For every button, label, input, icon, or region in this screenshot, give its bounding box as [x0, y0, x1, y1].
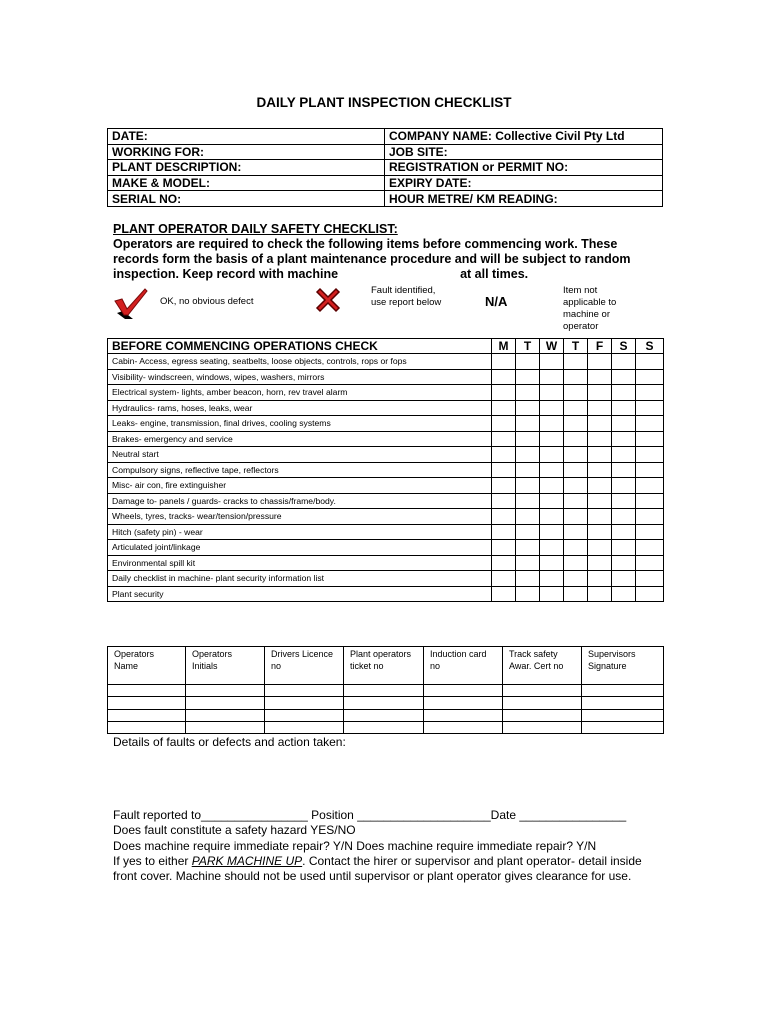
day-check-cell[interactable]	[516, 555, 540, 571]
day-check-cell[interactable]	[612, 509, 636, 525]
operator-cell[interactable]	[108, 697, 186, 709]
check-row	[108, 571, 664, 587]
day-check-cell[interactable]	[588, 431, 612, 447]
operator-cell[interactable]	[344, 721, 424, 733]
operator-cell[interactable]	[265, 709, 344, 721]
day-check-cell[interactable]	[540, 524, 564, 540]
day-check-cell[interactable]	[540, 555, 564, 571]
day-check-cell[interactable]	[540, 586, 564, 602]
info-row	[108, 191, 663, 207]
day-check-cell[interactable]	[516, 509, 540, 525]
check-item-label: Hitch (safety pin) - wear	[108, 524, 492, 540]
day-header: M	[492, 339, 516, 354]
check-row	[108, 354, 664, 370]
check-row	[108, 400, 664, 416]
day-check-cell[interactable]	[540, 369, 564, 385]
operator-row	[108, 709, 664, 721]
day-check-cell[interactable]	[588, 462, 612, 478]
day-check-cell[interactable]	[588, 478, 612, 494]
operators-column-header: Drivers Licence no	[265, 647, 344, 685]
check-row	[108, 462, 664, 478]
day-check-cell[interactable]	[612, 354, 636, 370]
fault-details-label: Details of faults or defects and action taken:	[113, 735, 346, 749]
operator-cell[interactable]	[186, 685, 265, 697]
check-row	[108, 586, 664, 602]
day-check-cell[interactable]	[564, 416, 588, 432]
operator-cell[interactable]	[186, 721, 265, 733]
day-check-cell[interactable]	[516, 493, 540, 509]
day-check-cell[interactable]	[636, 540, 664, 556]
operator-cell[interactable]	[344, 697, 424, 709]
check-item-label: Neutral start	[108, 447, 492, 463]
day-check-cell[interactable]	[492, 586, 516, 602]
day-check-cell[interactable]	[492, 493, 516, 509]
info-field-left[interactable]: PLANT DESCRIPTION:	[108, 160, 385, 176]
day-check-cell[interactable]	[540, 462, 564, 478]
check-item-label: Environmental spill kit	[108, 555, 492, 571]
check-row	[108, 385, 664, 401]
day-check-cell[interactable]	[564, 447, 588, 463]
day-header: S	[612, 339, 636, 354]
fault-report-section	[113, 808, 658, 884]
info-field-right[interactable]: COMPANY NAME: Collective Civil Pty Ltd	[385, 129, 663, 145]
day-check-cell[interactable]	[516, 416, 540, 432]
check-item-label: Compulsory signs, reflective tape, reflectors	[108, 462, 492, 478]
check-row	[108, 524, 664, 540]
operators-column-header: Track safety Awar. Cert no	[503, 647, 582, 685]
info-field-right[interactable]: REGISTRATION or PERMIT NO:	[385, 160, 663, 176]
day-check-cell[interactable]	[612, 431, 636, 447]
fault-reported-line: Fault reported to________________ Position ____________________Date ________________	[113, 808, 627, 822]
day-check-cell[interactable]	[564, 478, 588, 494]
day-check-cell[interactable]	[564, 400, 588, 416]
operator-cell[interactable]	[424, 721, 503, 733]
day-check-cell[interactable]	[588, 354, 612, 370]
day-check-cell[interactable]	[540, 431, 564, 447]
day-check-cell[interactable]	[492, 571, 516, 587]
day-check-cell[interactable]	[516, 524, 540, 540]
day-check-cell[interactable]	[540, 540, 564, 556]
operators-column-header: Operators Initials	[186, 647, 265, 685]
day-header: F	[588, 339, 612, 354]
operator-cell[interactable]	[265, 697, 344, 709]
day-check-cell[interactable]	[636, 416, 664, 432]
operator-cell[interactable]	[108, 709, 186, 721]
info-field-right[interactable]: HOUR METRE/ KM READING:	[385, 191, 663, 207]
operator-cell[interactable]	[344, 685, 424, 697]
operators-column-header: Supervisors Signature	[582, 647, 664, 685]
check-item-label: Cabin- Access, egress seating, seatbelts, loose objects, controls, rops or fops	[108, 354, 492, 370]
operator-cell[interactable]	[582, 685, 664, 697]
day-check-cell[interactable]	[612, 586, 636, 602]
legend-ok-text: OK, no obvious defect	[160, 296, 254, 307]
operator-cell[interactable]	[265, 685, 344, 697]
plant-info-table	[107, 128, 663, 207]
park-instructions: If yes to either PARK MACHINE UP. Contact the hirer or supervisor and plant operator- detail inside front cover. Machine should not be used until supervisor or plant operator gives clearance for use.	[113, 853, 642, 884]
day-check-cell[interactable]	[612, 540, 636, 556]
day-check-cell[interactable]	[636, 400, 664, 416]
day-check-cell[interactable]	[492, 354, 516, 370]
day-check-cell[interactable]	[540, 385, 564, 401]
repair-question: Does machine require immediate repair? Y/N Does machine require immediate repair? Y/N	[113, 838, 597, 853]
operator-cell[interactable]	[344, 709, 424, 721]
day-check-cell[interactable]	[564, 540, 588, 556]
day-check-cell[interactable]	[540, 400, 564, 416]
day-check-cell[interactable]	[588, 493, 612, 509]
day-check-cell[interactable]	[492, 369, 516, 385]
day-check-cell[interactable]	[636, 478, 664, 494]
day-check-cell[interactable]	[588, 416, 612, 432]
info-row	[108, 129, 663, 145]
day-check-cell[interactable]	[492, 509, 516, 525]
day-header: T	[516, 339, 540, 354]
day-check-cell[interactable]	[636, 509, 664, 525]
day-check-cell[interactable]	[588, 571, 612, 587]
day-check-cell[interactable]	[564, 493, 588, 509]
day-check-cell[interactable]	[516, 369, 540, 385]
check-item-label: Electrical system- lights, amber beacon, horn, rev travel alarm	[108, 385, 492, 401]
day-check-cell[interactable]	[588, 509, 612, 525]
day-check-cell[interactable]	[540, 571, 564, 587]
day-check-cell[interactable]	[564, 462, 588, 478]
check-row	[108, 447, 664, 463]
day-check-cell[interactable]	[516, 462, 540, 478]
check-item-label: Daily checklist in machine- plant security information list	[108, 571, 492, 587]
day-check-cell[interactable]	[612, 524, 636, 540]
day-check-cell[interactable]	[516, 478, 540, 494]
day-check-cell[interactable]	[636, 571, 664, 587]
operator-cell[interactable]	[503, 709, 582, 721]
operator-row	[108, 721, 664, 733]
day-check-cell[interactable]	[588, 555, 612, 571]
day-check-cell[interactable]	[588, 524, 612, 540]
day-check-cell[interactable]	[636, 385, 664, 401]
info-field-left[interactable]: SERIAL NO:	[108, 191, 385, 207]
safety-hazard-question: Does fault constitute a safety hazard YES/NO	[113, 823, 356, 838]
operator-cell[interactable]	[424, 685, 503, 697]
operators-column-header: Induction card no	[424, 647, 503, 685]
day-check-cell[interactable]	[636, 431, 664, 447]
operators-table	[107, 646, 664, 734]
day-check-cell[interactable]	[564, 555, 588, 571]
operator-row	[108, 685, 664, 697]
day-check-cell[interactable]	[540, 447, 564, 463]
check-row	[108, 555, 664, 571]
check-item-label: Misc- air con, fire extinguisher	[108, 478, 492, 494]
operator-cell[interactable]	[108, 721, 186, 733]
day-check-cell[interactable]	[540, 509, 564, 525]
day-check-cell[interactable]	[516, 571, 540, 587]
check-row	[108, 431, 664, 447]
day-check-cell[interactable]	[492, 540, 516, 556]
day-check-cell[interactable]	[564, 385, 588, 401]
checks-header: BEFORE COMMENCING OPERATIONS CHECK	[108, 339, 492, 354]
day-check-cell[interactable]	[612, 400, 636, 416]
day-check-cell[interactable]	[636, 369, 664, 385]
day-check-cell[interactable]	[612, 478, 636, 494]
day-check-cell[interactable]	[612, 555, 636, 571]
day-check-cell[interactable]	[516, 447, 540, 463]
day-check-cell[interactable]	[588, 385, 612, 401]
day-check-cell[interactable]	[540, 478, 564, 494]
day-check-cell[interactable]	[612, 493, 636, 509]
day-header: W	[540, 339, 564, 354]
check-item-label: Articulated joint/linkage	[108, 540, 492, 556]
operator-cell[interactable]	[503, 721, 582, 733]
day-check-cell[interactable]	[564, 571, 588, 587]
instructions-text-end: at all times.	[460, 267, 529, 281]
day-check-cell[interactable]	[636, 555, 664, 571]
operator-row	[108, 697, 664, 709]
day-check-cell[interactable]	[516, 385, 540, 401]
day-check-cell[interactable]	[516, 400, 540, 416]
check-item-label: Visibility- windscreen, windows, wipes, washers, mirrors	[108, 369, 492, 385]
day-check-cell[interactable]	[636, 586, 664, 602]
info-field-left[interactable]: MAKE & MODEL:	[108, 175, 385, 191]
safety-instructions	[113, 237, 653, 282]
day-check-cell[interactable]	[492, 385, 516, 401]
operators-column-header: Plant operators ticket no	[344, 647, 424, 685]
day-check-cell[interactable]	[540, 354, 564, 370]
day-check-cell[interactable]	[492, 555, 516, 571]
day-check-cell[interactable]	[588, 369, 612, 385]
day-check-cell[interactable]	[588, 540, 612, 556]
day-check-cell[interactable]	[612, 571, 636, 587]
info-row	[108, 160, 663, 176]
operator-cell[interactable]	[108, 685, 186, 697]
day-check-cell[interactable]	[636, 524, 664, 540]
info-row	[108, 175, 663, 191]
check-item-label: Hydraulics- rams, hoses, leaks, wear	[108, 400, 492, 416]
check-item-label: Brakes- emergency and service	[108, 431, 492, 447]
operator-cell[interactable]	[265, 721, 344, 733]
day-check-cell[interactable]	[588, 586, 612, 602]
day-check-cell[interactable]	[636, 493, 664, 509]
day-check-cell[interactable]	[492, 462, 516, 478]
info-field-left[interactable]: WORKING FOR:	[108, 144, 385, 160]
day-check-cell[interactable]	[492, 416, 516, 432]
check-row	[108, 478, 664, 494]
day-check-cell[interactable]	[540, 416, 564, 432]
day-check-cell[interactable]	[492, 447, 516, 463]
check-row	[108, 369, 664, 385]
day-check-cell[interactable]	[564, 354, 588, 370]
day-check-cell[interactable]	[492, 524, 516, 540]
operator-cell[interactable]	[503, 697, 582, 709]
check-item-label: Plant security	[108, 586, 492, 602]
day-check-cell[interactable]	[516, 586, 540, 602]
check-row	[108, 493, 664, 509]
operator-cell[interactable]	[186, 709, 265, 721]
day-check-cell[interactable]	[588, 447, 612, 463]
instructions-text: Operators are required to check the following items before commencing work. These records form the basis of a plant maintenance procedure and will be subject to random inspection. Keep record with machine	[113, 237, 631, 281]
check-row	[108, 509, 664, 525]
check-item-label: Wheels, tyres, tracks- wear/tension/pressure	[108, 509, 492, 525]
operator-cell[interactable]	[186, 697, 265, 709]
operator-cell[interactable]	[582, 697, 664, 709]
day-check-cell[interactable]	[636, 462, 664, 478]
operator-cell[interactable]	[503, 685, 582, 697]
operators-column-header: Operators Name	[108, 647, 186, 685]
day-check-cell[interactable]	[516, 540, 540, 556]
info-row	[108, 144, 663, 160]
day-check-cell[interactable]	[612, 385, 636, 401]
red-x-icon	[314, 286, 342, 314]
day-check-cell[interactable]	[564, 524, 588, 540]
day-check-cell[interactable]	[612, 369, 636, 385]
day-check-cell[interactable]	[564, 431, 588, 447]
day-check-cell[interactable]	[516, 431, 540, 447]
day-check-cell[interactable]	[516, 354, 540, 370]
day-check-cell[interactable]	[540, 493, 564, 509]
check-item-label: Damage to- panels / guards- cracks to chassis/frame/body.	[108, 493, 492, 509]
legend-na-text: Item not applicable to machine or operator	[563, 285, 617, 332]
page-title: DAILY PLANT INSPECTION CHECKLIST	[256, 95, 512, 110]
check-row	[108, 540, 664, 556]
info-field-left[interactable]: DATE:	[108, 129, 385, 145]
operator-cell[interactable]	[424, 697, 503, 709]
park-machine-up-text: PARK MACHINE UP	[191, 853, 303, 868]
info-field-right[interactable]: EXPIRY DATE:	[385, 175, 663, 191]
day-check-cell[interactable]	[612, 462, 636, 478]
day-check-cell[interactable]	[612, 416, 636, 432]
operator-cell[interactable]	[424, 709, 503, 721]
operator-cell[interactable]	[582, 709, 664, 721]
day-check-cell[interactable]	[636, 354, 664, 370]
day-check-cell[interactable]	[492, 478, 516, 494]
day-check-cell[interactable]	[636, 447, 664, 463]
operations-check-table	[107, 338, 664, 602]
day-check-cell[interactable]	[564, 369, 588, 385]
day-check-cell[interactable]	[564, 586, 588, 602]
day-header: S	[636, 339, 664, 354]
day-check-cell[interactable]	[564, 509, 588, 525]
legend-na-label: N/A	[485, 294, 508, 309]
safety-checklist-heading: PLANT OPERATOR DAILY SAFETY CHECKLIST:	[113, 222, 398, 236]
checkmark-icon	[113, 287, 149, 321]
info-field-right[interactable]: JOB SITE:	[385, 144, 663, 160]
operator-cell[interactable]	[582, 721, 664, 733]
day-check-cell[interactable]	[492, 400, 516, 416]
check-item-label: Leaks- engine, transmission, final drives, cooling systems	[108, 416, 492, 432]
day-check-cell[interactable]	[612, 447, 636, 463]
day-check-cell[interactable]	[588, 400, 612, 416]
day-check-cell[interactable]	[492, 431, 516, 447]
legend-fault-text: Fault identified, use report below	[371, 285, 442, 308]
day-header: T	[564, 339, 588, 354]
check-row	[108, 416, 664, 432]
